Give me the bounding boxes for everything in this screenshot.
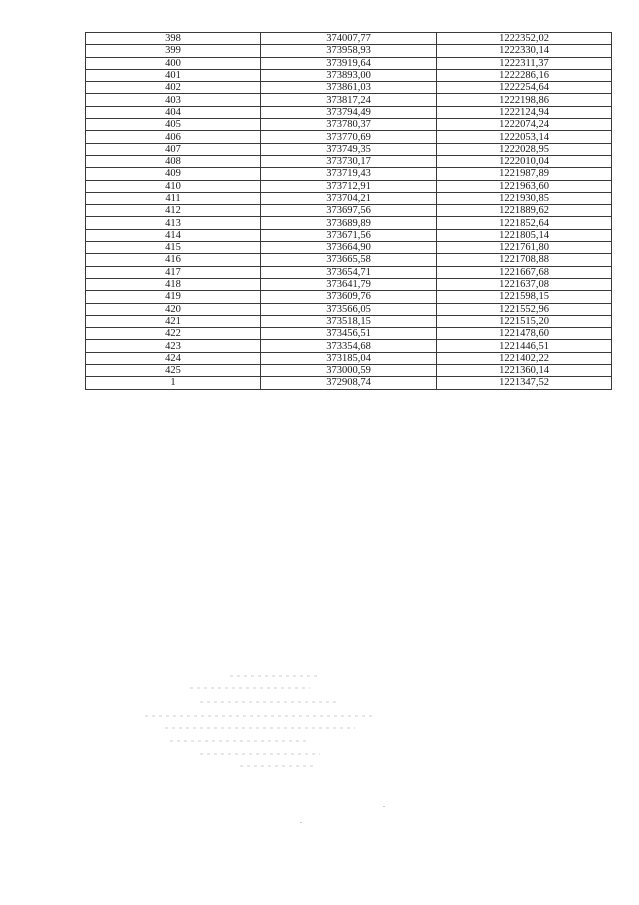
table-row bbox=[86, 131, 612, 143]
x-coordinate-cell: 373719,43 bbox=[261, 168, 437, 180]
x-coordinate-cell: 373609,76 bbox=[261, 291, 437, 303]
table-row bbox=[86, 33, 612, 45]
speck-mark bbox=[300, 822, 302, 823]
table-row bbox=[86, 155, 612, 167]
point-number-cell: 408 bbox=[86, 155, 261, 167]
point-number-cell: 409 bbox=[86, 168, 261, 180]
point-number-cell: 422 bbox=[86, 328, 261, 340]
point-number-cell: 407 bbox=[86, 143, 261, 155]
point-number-cell: 413 bbox=[86, 217, 261, 229]
x-coordinate-cell: 373861,03 bbox=[261, 82, 437, 94]
point-number-cell: 405 bbox=[86, 119, 261, 131]
x-coordinate-cell: 373780,37 bbox=[261, 119, 437, 131]
y-coordinate-cell: 1221987,89 bbox=[437, 168, 612, 180]
y-coordinate-cell: 1221552,96 bbox=[437, 303, 612, 315]
table-row bbox=[86, 365, 612, 377]
coordinates-table bbox=[85, 32, 612, 390]
x-coordinate-cell: 372908,74 bbox=[261, 377, 437, 389]
y-coordinate-cell: 1221852,64 bbox=[437, 217, 612, 229]
table-row bbox=[86, 303, 612, 315]
y-coordinate-cell: 1221805,14 bbox=[437, 229, 612, 241]
point-number-cell: 402 bbox=[86, 82, 261, 94]
x-coordinate-cell: 373671,56 bbox=[261, 229, 437, 241]
point-number-cell: 401 bbox=[86, 69, 261, 81]
y-coordinate-cell: 1222074,24 bbox=[437, 119, 612, 131]
y-coordinate-cell: 1221963,60 bbox=[437, 180, 612, 192]
x-coordinate-cell: 373456,51 bbox=[261, 328, 437, 340]
y-coordinate-cell: 1222198,86 bbox=[437, 94, 612, 106]
x-coordinate-cell: 373817,24 bbox=[261, 94, 437, 106]
table-row bbox=[86, 242, 612, 254]
table-row bbox=[86, 217, 612, 229]
y-coordinate-cell: 1221708,88 bbox=[437, 254, 612, 266]
table-row bbox=[86, 168, 612, 180]
x-coordinate-cell: 373665,58 bbox=[261, 254, 437, 266]
table-row bbox=[86, 340, 612, 352]
table-row bbox=[86, 205, 612, 217]
point-number-cell: 400 bbox=[86, 57, 261, 69]
x-coordinate-cell: 373354,68 bbox=[261, 340, 437, 352]
point-number-cell: 419 bbox=[86, 291, 261, 303]
point-number-cell: 1 bbox=[86, 377, 261, 389]
y-coordinate-cell: 1222352,02 bbox=[437, 33, 612, 45]
point-number-cell: 415 bbox=[86, 242, 261, 254]
table-row bbox=[86, 119, 612, 131]
y-coordinate-cell: 1221515,20 bbox=[437, 315, 612, 327]
y-coordinate-cell: 1222286,16 bbox=[437, 69, 612, 81]
y-coordinate-cell: 1221667,68 bbox=[437, 266, 612, 278]
point-number-cell: 417 bbox=[86, 266, 261, 278]
table-row bbox=[86, 352, 612, 364]
point-number-cell: 416 bbox=[86, 254, 261, 266]
x-coordinate-cell: 373654,71 bbox=[261, 266, 437, 278]
table-row bbox=[86, 291, 612, 303]
point-number-cell: 399 bbox=[86, 45, 261, 57]
y-coordinate-cell: 1222028,95 bbox=[437, 143, 612, 155]
x-coordinate-cell: 373712,91 bbox=[261, 180, 437, 192]
point-number-cell: 424 bbox=[86, 352, 261, 364]
x-coordinate-cell: 373000,59 bbox=[261, 365, 437, 377]
coordinates-table-body bbox=[86, 33, 612, 390]
x-coordinate-cell: 373664,90 bbox=[261, 242, 437, 254]
point-number-cell: 404 bbox=[86, 106, 261, 118]
table-row bbox=[86, 94, 612, 106]
x-coordinate-cell: 373919,64 bbox=[261, 57, 437, 69]
table-row bbox=[86, 57, 612, 69]
point-number-cell: 410 bbox=[86, 180, 261, 192]
y-coordinate-cell: 1222330,14 bbox=[437, 45, 612, 57]
x-coordinate-cell: 373185,04 bbox=[261, 352, 437, 364]
y-coordinate-cell: 1222124,94 bbox=[437, 106, 612, 118]
x-coordinate-cell: 373794,49 bbox=[261, 106, 437, 118]
table-row bbox=[86, 45, 612, 57]
y-coordinate-cell: 1221930,85 bbox=[437, 192, 612, 204]
y-coordinate-cell: 1221637,08 bbox=[437, 278, 612, 290]
y-coordinate-cell: 1222254,64 bbox=[437, 82, 612, 94]
x-coordinate-cell: 373749,35 bbox=[261, 143, 437, 155]
table-row bbox=[86, 278, 612, 290]
table-row bbox=[86, 315, 612, 327]
table-row bbox=[86, 69, 612, 81]
y-coordinate-cell: 1221347,52 bbox=[437, 377, 612, 389]
y-coordinate-cell: 1222010,04 bbox=[437, 155, 612, 167]
table-row bbox=[86, 180, 612, 192]
table-row bbox=[86, 377, 612, 389]
speck-mark bbox=[383, 806, 385, 807]
point-number-cell: 398 bbox=[86, 33, 261, 45]
table-row bbox=[86, 229, 612, 241]
x-coordinate-cell: 373730,17 bbox=[261, 155, 437, 167]
x-coordinate-cell: 374007,77 bbox=[261, 33, 437, 45]
x-coordinate-cell: 373893,00 bbox=[261, 69, 437, 81]
x-coordinate-cell: 373770,69 bbox=[261, 131, 437, 143]
x-coordinate-cell: 373689,89 bbox=[261, 217, 437, 229]
point-number-cell: 411 bbox=[86, 192, 261, 204]
y-coordinate-cell: 1222053,14 bbox=[437, 131, 612, 143]
y-coordinate-cell: 1221446,51 bbox=[437, 340, 612, 352]
point-number-cell: 406 bbox=[86, 131, 261, 143]
table-row bbox=[86, 82, 612, 94]
point-number-cell: 414 bbox=[86, 229, 261, 241]
x-coordinate-cell: 373697,56 bbox=[261, 205, 437, 217]
y-coordinate-cell: 1221889,62 bbox=[437, 205, 612, 217]
faint-bleed-through-marks bbox=[140, 668, 390, 778]
y-coordinate-cell: 1221761,80 bbox=[437, 242, 612, 254]
point-number-cell: 425 bbox=[86, 365, 261, 377]
x-coordinate-cell: 373704,21 bbox=[261, 192, 437, 204]
y-coordinate-cell: 1221598,15 bbox=[437, 291, 612, 303]
point-number-cell: 403 bbox=[86, 94, 261, 106]
point-number-cell: 420 bbox=[86, 303, 261, 315]
x-coordinate-cell: 373518,15 bbox=[261, 315, 437, 327]
table-row bbox=[86, 192, 612, 204]
point-number-cell: 418 bbox=[86, 278, 261, 290]
table-row bbox=[86, 328, 612, 340]
point-number-cell: 423 bbox=[86, 340, 261, 352]
x-coordinate-cell: 373958,93 bbox=[261, 45, 437, 57]
x-coordinate-cell: 373641,79 bbox=[261, 278, 437, 290]
point-number-cell: 421 bbox=[86, 315, 261, 327]
y-coordinate-cell: 1221478,60 bbox=[437, 328, 612, 340]
table-row bbox=[86, 106, 612, 118]
table-row bbox=[86, 143, 612, 155]
y-coordinate-cell: 1221360,14 bbox=[437, 365, 612, 377]
table-row bbox=[86, 254, 612, 266]
table-row bbox=[86, 266, 612, 278]
point-number-cell: 412 bbox=[86, 205, 261, 217]
x-coordinate-cell: 373566,05 bbox=[261, 303, 437, 315]
y-coordinate-cell: 1221402,22 bbox=[437, 352, 612, 364]
y-coordinate-cell: 1222311,37 bbox=[437, 57, 612, 69]
